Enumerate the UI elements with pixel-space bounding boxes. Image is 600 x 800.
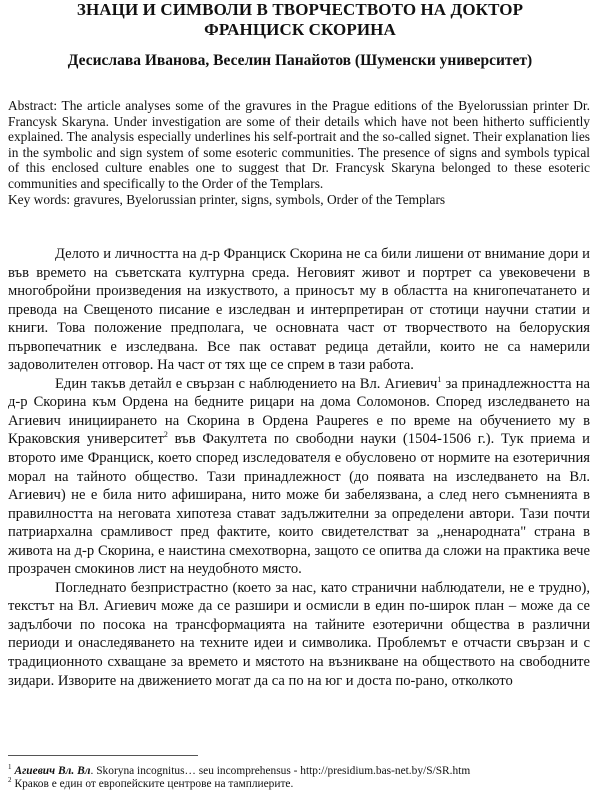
footnote-1 <box>8 765 593 778</box>
footnote-divider <box>8 755 198 756</box>
keywords-text: Key words: gravures, Byelorussian printer, signs, symbols, Order of the Templars <box>8 191 446 207</box>
article-authors: Десислава Иванова, Веселин Панайотов (Шуменски университет) <box>67 52 533 69</box>
footnote-number: 1 <box>8 763 12 771</box>
footnote-author: Агиевич Вл. Вл <box>14 765 91 777</box>
footnote-ref-2[interactable]: 2 <box>163 430 168 440</box>
footnote-text: Краков е един от европейските центрове на тамплиерите. <box>14 778 294 790</box>
body-text <box>8 245 590 690</box>
paragraph-1: Делото и личността на д-р Франциск Скорина не са били лишени от внимание дори и във времето на съветската културна среда. Неговият живот и портрет са увековечени в многобройни произведения на изкуството, а приносът му в областта на книгопечатането и превода на Свещеното писание е изследван и интерпретиран от стотици научни статии и книги. Това положение предполага, че основната част от творчеството на белоруския първопечатник е изследвана. Все пак остават редица детайли, които не са намерили задоволителен отговор. На част от тях ще се спрем в тази работа. <box>8 246 590 374</box>
abstract-section <box>8 98 590 207</box>
footnote-text: . Skoryna incognitus… seu incomprehensus - http://presidium.bas-net.by/S/SR.htm <box>90 765 471 777</box>
footnote-number: 2 <box>8 776 12 784</box>
paragraph-2-part-c: във Факултета по свободни науки (1504-1506 г.). Тук приема и второто име Франциск, което според изследователя е обусловено от нормите на езотеричния морал на тайното общество. Тази принадлежност (до появата на изследването на Вл. Агиевич) не е била нито афиширана, нито може би забелязвана, а след него съмненията в правилността на неговата хипотеза стават задължителни за определени автори. Тази почти патриархална срамливост пред фактите, които свидетелстват за „ненародната" страна в живота на д-р Скорина, е наистина смехотворна, защото се опитва да сложи на практика вече прозрачен смокинов лист на неудобното място. <box>8 431 590 578</box>
paragraph-2 <box>8 375 590 579</box>
footnotes <box>8 765 593 791</box>
article-title <box>0 0 600 40</box>
paragraph-2-part-a: Един такъв детайл е свързан с наблюдението на Вл. Агиевич <box>55 375 438 392</box>
title-line-1: ЗНАЦИ И СИМВОЛИ В ТВОРЧЕСТВОТО НА ДОКТОР <box>76 0 524 19</box>
footnote-2 <box>8 778 593 791</box>
paragraph-2-part-b: за принадлежността на д-р Скорина към Ордена на бедните рицари на дома Соломонов. Според изследването на Агиевич инициирането на Скорина в Ордена Pauperes е по време на обучението му в Краковския университет <box>8 375 590 448</box>
abstract-text: Abstract: The article analyses some of the gravures in the Prague editions of the Byelorussian printer Dr. Francysk Skaryna. Under investigation are some of their details which have not been hitherto sufficiently explained. The analysis especially underlines his self-portrait and the so-called signet. Their explanation lies in the symbolic and sign system of some esoteric communities. The presence of signs and symbols typical of this enclosed culture enables one to suggest that Dr. Francysk Skaryna belonged to these esoteric communities and specifically to the Order of the Templars. <box>8 98 590 191</box>
paragraph-3: Погледнато безпристрастно (което за нас, като странични наблюдатели, не е трудно), текстът на Вл. Агиевич може да се разшири и осмисли в един по-широк план – може да се задълбочи по посока на трансформацията на тайните езотерични общества в различни периоди и онаследяването на техните идеи и символика. Проблемът е отчасти свързан и с традиционното схващане за времето и мястото на възникване на обществото на свободните зидари. Изворите на движението могат да са по на юг и доста по-рано, отколкото <box>8 579 590 689</box>
footnote-ref-1[interactable]: 1 <box>437 374 442 384</box>
title-line-2: ФРАНЦИСК СКОРИНА <box>204 20 396 39</box>
